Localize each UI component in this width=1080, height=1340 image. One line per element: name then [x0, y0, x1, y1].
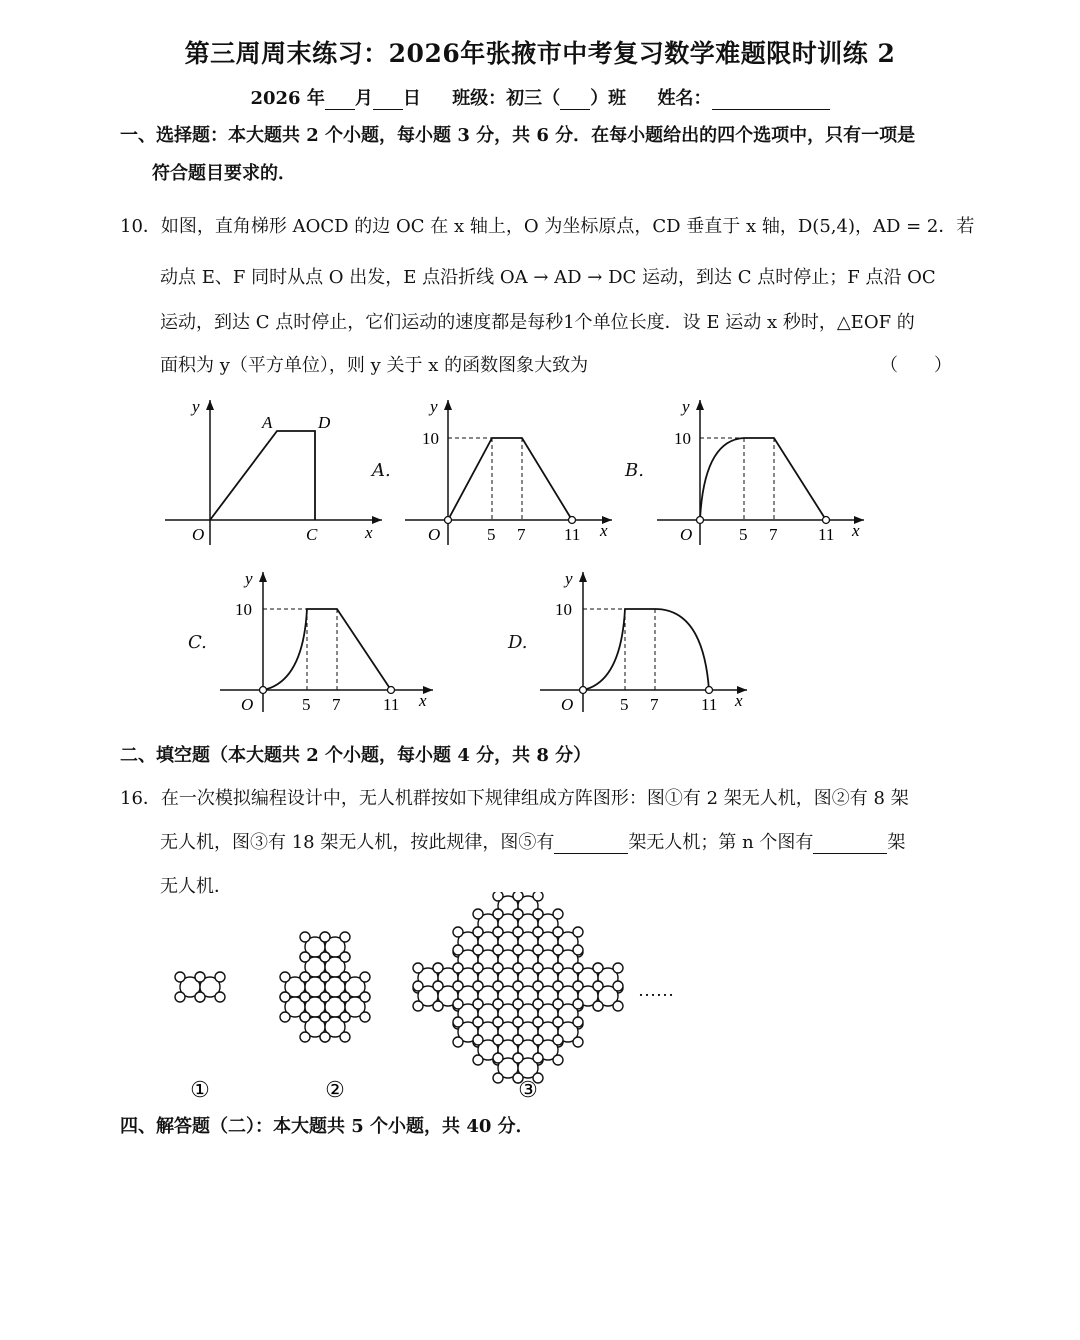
svg-text:O: O [561, 695, 574, 714]
fig-y-label: y [192, 397, 200, 416]
drone-rotor [493, 999, 503, 1009]
year-label: 2026 年 [250, 88, 325, 109]
drone-rotor [573, 981, 583, 991]
drone-rotor [493, 892, 503, 901]
q16-line2 [160, 828, 905, 854]
q10-line2: 动点 E、F 同时从点 O 出发，E 点沿折线 OA → AD → DC 运动，到达 C 点时停止；F 点沿 OC [160, 267, 936, 288]
drone-rotor [300, 972, 310, 982]
fig-label-2: ② [325, 1077, 345, 1102]
drone-rotor [493, 909, 503, 919]
drone-rotor [340, 992, 350, 1002]
svg-text:5: 5 [487, 525, 496, 544]
svg-text:5: 5 [302, 695, 311, 714]
drone-rotor [473, 1017, 483, 1027]
svg-text:10: 10 [235, 600, 252, 619]
drone-rotor [493, 1035, 503, 1045]
drone-rotor [413, 963, 423, 973]
svg-text:y: y [565, 569, 573, 588]
drone-rotor [453, 1017, 463, 1027]
drone-rotor [280, 972, 290, 982]
drone-rotor [513, 963, 523, 973]
drone-rotor [493, 1073, 503, 1083]
section4-heading: 四、解答题（二）：本大题共 5 个小题，共 40 分． [120, 1116, 534, 1137]
drone-rotor [453, 999, 463, 1009]
q16-line1: 16．在一次模拟编程设计中，无人机群按如下规律组成方阵图形：图①有 2 架无人机，图②有 8 架 [120, 788, 909, 809]
drone-rotor [553, 981, 563, 991]
svg-text:y: y [430, 397, 438, 416]
drone-rotor [493, 945, 503, 955]
q16-line2-part1: 无人机，图③有 18 架无人机，按此规律，图⑤有 [160, 832, 555, 853]
drone-rotor [513, 999, 523, 1009]
svg-text:10: 10 [555, 600, 572, 619]
drone-rotor [593, 1001, 603, 1011]
option-d-label[interactable]: D. [508, 632, 528, 653]
drone-rotor [360, 1012, 370, 1022]
option-a-label[interactable]: A. [372, 460, 391, 481]
drone-rotor [533, 945, 543, 955]
graph-c [215, 562, 440, 722]
drone-rotor [320, 992, 330, 1002]
svg-text:O: O [428, 525, 441, 544]
graph-a [400, 390, 620, 550]
q16-answer-blank-1[interactable] [554, 835, 628, 854]
y-axis-arrow [206, 400, 214, 410]
drone-rotor [300, 1032, 310, 1042]
drone-rotor [300, 1012, 310, 1022]
drone-rotor [593, 963, 603, 973]
month-label: 月 [354, 88, 373, 109]
svg-text:5: 5 [620, 695, 629, 714]
drone-rotor [493, 927, 503, 937]
drone-rotor [215, 972, 225, 982]
drone-rotor [533, 892, 543, 901]
svg-text:11: 11 [818, 525, 835, 544]
drone-rotor [533, 909, 543, 919]
drone-rotor [280, 1012, 290, 1022]
drone-rotor [553, 927, 563, 937]
drone-rotor [175, 972, 185, 982]
svg-text:x: x [852, 521, 860, 540]
svg-text:7: 7 [517, 525, 526, 544]
drone-rotor [613, 1001, 623, 1011]
drone-rotor [493, 981, 503, 991]
drone-rotor [320, 1012, 330, 1022]
class-label: 班级：初三（ [452, 88, 561, 109]
drone-rotor [413, 981, 423, 991]
drone-rotor [300, 952, 310, 962]
drone-rotor [340, 932, 350, 942]
drone-rotor [473, 999, 483, 1009]
svg-text:x: x [735, 691, 743, 710]
graph-d [535, 562, 760, 722]
drone-rotor [513, 892, 523, 901]
graph-b [652, 390, 872, 550]
trapezoid-figure [160, 390, 390, 550]
drone-rotor [473, 1055, 483, 1065]
drone-rotor [453, 945, 463, 955]
q10-answer-paren[interactable]: （ ） [880, 355, 952, 376]
drone-rotor [533, 1035, 543, 1045]
q10-line1: 10．如图，直角梯形 AOCD 的边 OC 在 x 轴上，O 为坐标原点，CD 垂直于 x 轴，D(5,4)，AD = 2．若 [120, 216, 975, 237]
drone-rotor [473, 1035, 483, 1045]
name-label: 姓名： [657, 88, 712, 109]
drone-rotor [320, 972, 330, 982]
drone-rotor [413, 1001, 423, 1011]
drone-rotor [553, 1055, 563, 1065]
fig-o-label: O [192, 525, 205, 544]
drone-rotor [553, 1035, 563, 1045]
drone-rotor [453, 963, 463, 973]
drone-rotor [513, 945, 523, 955]
drone-rotor [453, 1037, 463, 1047]
drone-rotor [573, 927, 583, 937]
option-c-label[interactable]: C. [188, 632, 207, 653]
drone-rotor [593, 981, 603, 991]
graph-c-curve [263, 609, 391, 690]
graph-d-curve [583, 609, 709, 690]
drone-rotor [573, 999, 583, 1009]
drone-rotor [453, 927, 463, 937]
graph-b-curve [700, 438, 826, 520]
drone-rotor [493, 1053, 503, 1063]
page-title: 第三周周末练习：2026年张掖市中考复习数学难题限时训练 2 [184, 39, 896, 68]
svg-text:5: 5 [739, 525, 748, 544]
drone-rotor [340, 1032, 350, 1042]
svg-text:7: 7 [332, 695, 341, 714]
drone-rotor [340, 952, 350, 962]
svg-text:y: y [245, 569, 253, 588]
drone-rotor [573, 963, 583, 973]
svg-text:O: O [680, 525, 693, 544]
drone-rotor [513, 1035, 523, 1045]
drone-rotor [553, 909, 563, 919]
drone-rotor [513, 909, 523, 919]
section1-heading-line2: 符合题目要求的． [152, 163, 296, 184]
svg-text:10: 10 [674, 429, 691, 448]
svg-text:O: O [241, 695, 254, 714]
svg-text:11: 11 [383, 695, 400, 714]
drone-rotor [360, 972, 370, 982]
day-label: 日 [402, 88, 421, 109]
svg-text:11: 11 [564, 525, 581, 544]
student-info-line [0, 84, 1080, 110]
svg-text:x: x [600, 521, 608, 540]
drone-rotor [533, 927, 543, 937]
drone-rotor [533, 999, 543, 1009]
drone-rotor [280, 992, 290, 1002]
drone-rotor [513, 1017, 523, 1027]
drone-rotor [473, 963, 483, 973]
drone-rotor [533, 963, 543, 973]
class-blank[interactable] [560, 91, 590, 110]
svg-text:11: 11 [701, 695, 718, 714]
drone-rotor [340, 1012, 350, 1022]
drone-rotor [320, 952, 330, 962]
drone-rotor [473, 909, 483, 919]
drone-rotor [215, 992, 225, 1002]
svg-text:10: 10 [422, 429, 439, 448]
fig-label-3: ③ [518, 1077, 538, 1102]
svg-text:x: x [419, 691, 427, 710]
drone-rotor [360, 992, 370, 1002]
drone-rotor [320, 932, 330, 942]
drone-rotor [513, 927, 523, 937]
q16-line3: 无人机． [160, 876, 232, 897]
svg-text:7: 7 [769, 525, 778, 544]
drone-rotor [433, 963, 443, 973]
drone-rotor [553, 999, 563, 1009]
option-b-label[interactable]: B. [625, 460, 644, 481]
graph-a-curve [448, 438, 572, 520]
drone-rotor [493, 1017, 503, 1027]
drone-rotor [340, 972, 350, 982]
drone-rotor [493, 963, 503, 973]
drone-rotor [533, 1053, 543, 1063]
fig-label-1: ① [190, 1077, 210, 1102]
drone-rotor [613, 963, 623, 973]
drone-rotor [195, 972, 205, 982]
svg-text:y: y [682, 397, 690, 416]
day-blank[interactable] [373, 91, 403, 110]
drone-rotor [573, 1037, 583, 1047]
drone-rotor [300, 992, 310, 1002]
pattern-ellipsis: …… [638, 980, 674, 1000]
drone-rotor [613, 981, 623, 991]
drone-rotor [513, 1053, 523, 1063]
svg-text:7: 7 [650, 695, 659, 714]
drone-rotor [320, 1032, 330, 1042]
drone-rotor [300, 932, 310, 942]
drone-rotor [553, 963, 563, 973]
drone-rotor [513, 981, 523, 991]
fig-a-label: A [262, 413, 273, 432]
q16-answer-blank-2[interactable] [813, 835, 887, 854]
fig-x-label: x [365, 523, 373, 542]
month-blank[interactable] [325, 91, 355, 110]
drone-rotor [533, 981, 543, 991]
q16-line2-part2: 架无人机；第 n 个图有 [628, 832, 814, 853]
drone-rotor [195, 992, 205, 1002]
name-blank[interactable] [712, 91, 830, 110]
drone-rotor [473, 945, 483, 955]
x-axis-arrow [372, 516, 382, 524]
q10-line3: 运动，到达 C 点时停止，它们运动的速度都是每秒1个单位长度．设 E 运动 x 秒时，△EOF 的 [160, 312, 915, 333]
section2-heading: 二、填空题（本大题共 2 个小题，每小题 4 分，共 8 分） [120, 745, 592, 766]
drone-pattern-figure [160, 892, 720, 1107]
drone-rotor [433, 1001, 443, 1011]
drone-rotor [473, 927, 483, 937]
section1-heading-line1: 一、选择题：本大题共 2 个小题，每小题 3 分，共 6 分．在每小题给出的四个选项中，只有一项是 [120, 125, 916, 146]
drone-rotor [573, 945, 583, 955]
drone-rotor [553, 1017, 563, 1027]
drone-rotor [533, 1017, 543, 1027]
class-suffix: ）班 [590, 88, 627, 109]
fig-d-label: D [318, 413, 331, 432]
fig-c-label: C [306, 525, 318, 544]
drone-rotor [553, 945, 563, 955]
q10-line4: 面积为 y（平方单位），则 y 关于 x 的函数图象大致为 [160, 355, 589, 376]
drone-rotor [573, 1017, 583, 1027]
q16-line2-part3: 架 [887, 832, 906, 853]
drone-rotor [473, 981, 483, 991]
trapezoid-outline [210, 431, 315, 520]
drone-rotor [433, 981, 443, 991]
drone-rotor [175, 992, 185, 1002]
drone-rotor [453, 981, 463, 991]
